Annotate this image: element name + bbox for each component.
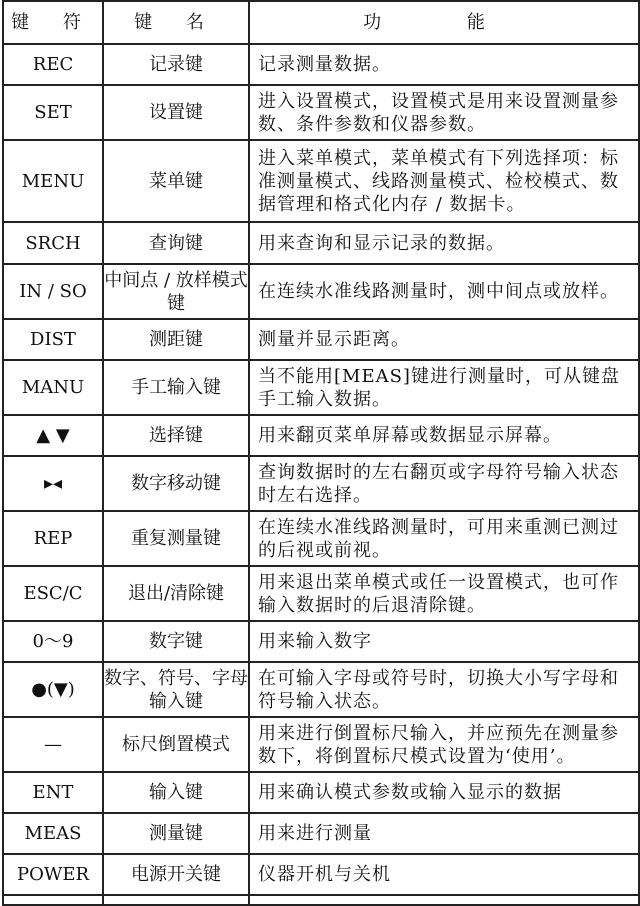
key-symbol: ESC/C	[3, 566, 103, 621]
table-row	[3, 264, 639, 319]
table-row	[3, 319, 639, 360]
table-row	[3, 511, 639, 566]
key-name: 中间点 / 放样模式键	[103, 264, 249, 319]
table-row	[3, 772, 639, 813]
key-name: 记录键	[103, 44, 249, 85]
table-row-cutoff	[3, 895, 639, 905]
key-symbol: ENT	[3, 772, 103, 813]
key-symbol: IN / SO	[3, 264, 103, 319]
header-name-text: 键 名	[134, 12, 218, 33]
key-function: 在连续水准线路测量时，测中间点或放样。	[249, 264, 639, 319]
cutoff-cell	[103, 895, 249, 905]
cutoff-cell	[3, 895, 103, 905]
key-name: 查询键	[103, 222, 249, 264]
header-key-name	[103, 1, 249, 44]
key-name: 手工输入键	[103, 360, 249, 415]
table-row	[3, 456, 639, 511]
key-function: 在连续水准线路测量时，可用来重测已测过的后视或前视。	[249, 511, 639, 566]
table-row	[3, 44, 639, 85]
table-row	[3, 222, 639, 264]
table-header-row	[3, 1, 639, 44]
key-symbol: MANU	[3, 360, 103, 415]
key-name: 选择键	[103, 415, 249, 456]
table-row	[3, 854, 639, 895]
header-function	[249, 1, 639, 44]
header-key-text: 键 符	[11, 12, 95, 33]
key-function: 测量并显示距离。	[249, 319, 639, 360]
key-name: 测量键	[103, 813, 249, 854]
key-name: 数字键	[103, 621, 249, 662]
key-function: 用来翻页菜单屏幕或数据显示屏幕。	[249, 415, 639, 456]
cutoff-cell	[249, 895, 639, 905]
key-name: 退出/清除键	[103, 566, 249, 621]
table-row	[3, 360, 639, 415]
table-row	[3, 662, 639, 717]
key-name: 标尺倒置模式	[103, 717, 249, 772]
key-function: 查询数据时的左右翻页或字母符号输入状态时左右选择。	[249, 456, 639, 511]
key-name: 数字、符号、字母输入键	[103, 662, 249, 717]
key-symbol: MEAS	[3, 813, 103, 854]
key-symbol: REP	[3, 511, 103, 566]
key-function: 用来进行倒置标尺输入，并应预先在测量参数下，将倒置标尺模式设置为‘使用’。	[249, 717, 639, 772]
key-function-table	[2, 0, 640, 906]
key-function: 进入菜单模式，菜单模式有下列选择项：标准测量模式、线路测量模式、检校模式、数据管理和格式化内存 / 数据卡。	[249, 140, 639, 222]
key-name: 设置键	[103, 85, 249, 140]
table-row	[3, 717, 639, 772]
key-symbol: MENU	[3, 140, 103, 222]
key-function: 用来输入数字	[249, 621, 639, 662]
key-function: 记录测量数据。	[249, 44, 639, 85]
table-row	[3, 85, 639, 140]
key-symbol: 0～9	[3, 621, 103, 662]
key-name: 重复测量键	[103, 511, 249, 566]
key-function: 在可输入字母或符号时，切换大小写字母和符号输入状态。	[249, 662, 639, 717]
table-row	[3, 140, 639, 222]
key-symbol: ●(▼)	[3, 662, 103, 717]
key-function: 当不能用[MEAS]键进行测量时，可从键盘手工输入数据。	[249, 360, 639, 415]
header-key-symbol	[3, 1, 103, 44]
key-function: 进入设置模式，设置模式是用来设置测量参数、条件参数和仪器参数。	[249, 85, 639, 140]
table-row	[3, 813, 639, 854]
key-symbol: SRCH	[3, 222, 103, 264]
key-function: 用来查询和显示记录的数据。	[249, 222, 639, 264]
key-name: 数字移动键	[103, 456, 249, 511]
key-symbol: DIST	[3, 319, 103, 360]
table-row	[3, 621, 639, 662]
key-name: 电源开关键	[103, 854, 249, 895]
key-symbol: —	[3, 717, 103, 772]
key-name: 测距键	[103, 319, 249, 360]
key-symbol: REC	[3, 44, 103, 85]
key-function: 用来退出菜单模式或任一设置模式，也可作输入数据时的后退清除键。	[249, 566, 639, 621]
table-row	[3, 566, 639, 621]
key-name: 输入键	[103, 772, 249, 813]
key-function: 用来确认模式参数或输入显示的数据	[249, 772, 639, 813]
key-symbol: SET	[3, 85, 103, 140]
key-name: 菜单键	[103, 140, 249, 222]
key-symbol: ▲ ▼	[3, 415, 103, 456]
table-row	[3, 415, 639, 456]
key-function: 仪器开机与关机	[249, 854, 639, 895]
key-symbol: POWER	[3, 854, 103, 895]
key-function: 用来进行测量	[249, 813, 639, 854]
header-function-text: 功 能	[363, 12, 525, 33]
key-symbol: ▸◂	[3, 456, 103, 511]
